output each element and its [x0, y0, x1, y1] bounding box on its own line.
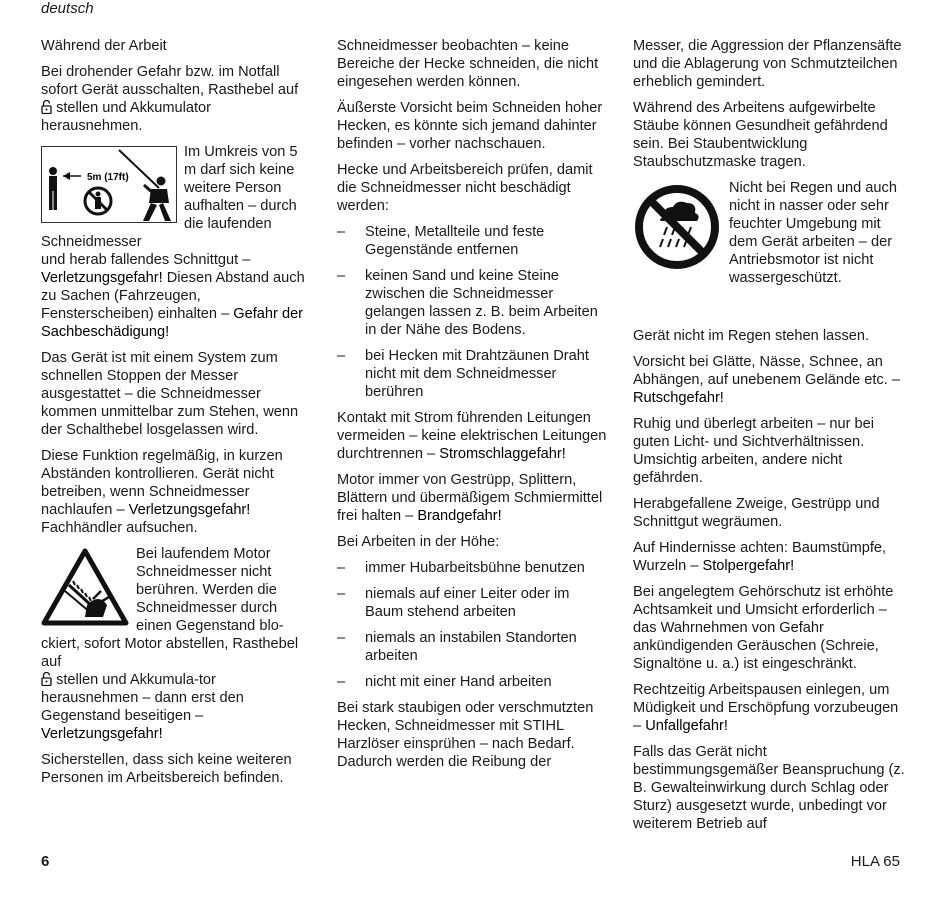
- paragraph-emergency: Bei drohender Gefahr bzw. im Notfall sofort Gerät ausschalten, Rasthebel auf stellen und Akkumulator herausnehmen.: [41, 64, 299, 134]
- column-1: [41, 37, 313, 795]
- paragraph-no-persons: Sicherstellen, dass sich keine weiteren Personen im Arbeitsbereich befinden.: [41, 752, 292, 786]
- dash-bullet: –: [337, 348, 346, 364]
- dash-bullet: –: [337, 586, 346, 602]
- dash-bullet: –: [337, 224, 346, 240]
- blade-figure-block: [41, 545, 313, 743]
- injury-warning: Verletzungsgefahr!: [41, 270, 163, 286]
- list-item: – niemals an instabilen Standorten arbeiten: [337, 630, 577, 664]
- paragraph-continued: Messer, die Aggression der Pflanzensäfte und die Ablagerung von Schmutzteilchen erheblich gemindert.: [633, 38, 902, 90]
- page-number: 6: [41, 853, 50, 870]
- blade-warning-text: Bei laufendem Motor Schneidmesser nicht berühren. Werden die Schneidmesser durch einen Gegenstand blo-ckiert, sofort Motor abstellen, Rasthebel auf stellen und Akkumula-tor herausnehmen – dann erst den Gegenstand beseitigen – Verletzungsgefahr!: [41, 546, 299, 742]
- dash-bullet: –: [337, 268, 346, 284]
- language-header: deutsch: [41, 0, 94, 17]
- model-name: HLA 65: [850, 853, 900, 870]
- paragraph-check-hedge: Hecke und Arbeitsbereich prüfen, damit die Schneidmesser nicht beschädigt werden:: [337, 162, 593, 214]
- paragraph-resin-solvent: Bei stark staubigen oder verschmutzten Hecken, Schneidmesser mit STIHL Harzlöser einsprühen – nach Bedarf. Dadurch werden die Reibung der: [337, 700, 594, 770]
- electric-shock-warning: Stromschlaggefahr!: [439, 446, 566, 462]
- column-3: [633, 37, 905, 841]
- paragraph-calm-work: Ruhig und überlegt arbeiten – nur bei guten Licht- und Sichtverhältnissen. Umsichtig arbeiten, andere nicht gefährden.: [633, 416, 874, 486]
- paragraph-breaks: Rechtzeitig Arbeitspausen einlegen, um Müdigkeit und Erschöpfung vorzubeugen – Unfallgefahr!: [633, 682, 899, 734]
- paragraph-stop-system: Das Gerät ist mit einem System zum schnellen Stoppen der Messer ausgestattet – die Schneidmesser kommen unmittelbar zum Stehen, wenn der Schalthebel losgelassen wird.: [41, 350, 299, 438]
- slip-warning: Rutschgefahr!: [633, 390, 724, 406]
- injury-warning: Verletzungsgefahr!: [41, 726, 163, 742]
- unlocked-padlock-icon: [41, 672, 52, 686]
- list-item: – bei Hecken mit Drahtzäunen Draht nicht mit dem Schneidmesser berühren: [337, 348, 589, 400]
- paragraph-hearing-protection: Bei angelegtem Gehörschutz ist erhöhte Achtsamkeit und Umsicht erforderlich – das Wahrnehmen von Gefahr ankündigenden Geräuschen (Schreie, Signaltöne u. a.) ist eingeschränkt.: [633, 584, 894, 672]
- dash-bullet: –: [337, 560, 346, 576]
- rain-figure-block: [633, 179, 905, 287]
- accident-warning: Unfallgefahr!: [645, 718, 728, 734]
- trip-warning: Stolpergefahr!: [702, 558, 795, 574]
- unlocked-padlock-icon: [41, 100, 52, 114]
- rain-warning-text: Nicht bei Regen und auch nicht in nasser oder sehr feuchter Umgebung mit dem Gerät arbeiten – der Antriebsmotor ist nicht wassergeschützt.: [729, 180, 897, 286]
- list-item: – niemals auf einer Leiter oder im Baum stehend arbeiten: [337, 586, 570, 620]
- section-heading: Während der Arbeit: [41, 38, 167, 54]
- list-item: – nicht mit einer Hand arbeiten: [337, 674, 552, 690]
- paragraph-falling-cuttings: und herab fallendes Schnittgut – Verletzungsgefahr! Diesen Abstand auch zu Sachen (Fahrzeugen, Fensterscheiben) einhalten – Gefahr der Sachbeschädigung!: [41, 252, 305, 340]
- distance-warning-text: Im Umkreis von 5 m darf sich keine weitere Person aufhalten – durch die laufenden Schneidmesser: [41, 144, 298, 250]
- fire-warning: Brandgefahr!: [417, 508, 502, 524]
- paragraph-slippery: Vorsicht bei Glätte, Nässe, Schnee, an Abhängen, auf unebenem Gelände etc. – Rutschgefahr!: [633, 354, 900, 406]
- paragraph-tall-hedges: Äußerste Vorsicht beim Schneiden hoher Hecken, es könnte sich jemand dahinter befinden – vorher nachschauen.: [337, 100, 603, 152]
- paragraph-rain-storage: Gerät nicht im Regen stehen lassen.: [633, 328, 870, 344]
- paragraph-power-lines: Kontakt mit Strom führenden Leitungen vermeiden – keine elektrischen Leitungen durchtrennen – Stromschlaggefahr!: [337, 410, 607, 462]
- injury-warning: Verletzungsgefahr!: [128, 502, 251, 518]
- paragraph-function-check: Diese Funktion regelmäßig, in kurzen Abständen kontrollieren. Gerät nicht betreiben, wenn Schneidmesser nachlaufen – Verletzungsgefahr! Fachhändler aufsuchen.: [41, 448, 283, 536]
- distance-figure-block: [41, 143, 313, 251]
- hand-injury-warning-triangle: [41, 547, 129, 627]
- distance-label: 5m (17ft): [87, 172, 129, 183]
- paragraph-dust: Während des Arbeitens aufgewirbelte Stäube können Gesundheit gefährdend sein. Bei Staubentwicklung Staubschutzmaske tragen.: [633, 100, 888, 170]
- list-item: – Steine, Metallteile und feste Gegenstände entfernen: [337, 224, 545, 258]
- paragraph-obstacles: Auf Hindernisse achten: Baumstümpfe, Wurzeln – Stolpergefahr!: [633, 540, 887, 574]
- paragraph-improper-use: Falls das Gerät nicht bestimmungsgemäßer Beanspruchung (z. B. Gewalteinwirkung durch Schlag oder Sturz) ausgesetzt wurde, unbedingt vor weiterem Betrieb auf: [633, 744, 905, 832]
- dash-bullet: –: [337, 674, 346, 690]
- damage-warning: Gefahr der Sachbeschädigung!: [41, 306, 304, 340]
- paragraph-height-work: Bei Arbeiten in der Höhe:: [337, 534, 500, 550]
- list-item: – immer Hubarbeitsbühne benutzen: [337, 560, 585, 576]
- paragraph-fire-risk: Motor immer von Gestrüpp, Splittern, Blättern und übermäßigem Schmiermittel frei halten – Brandgefahr!: [337, 472, 603, 524]
- column-2: [337, 37, 609, 779]
- paragraph-clear-debris: Herabgefallene Zweige, Gestrüpp und Schnittgut wegräumen.: [633, 496, 880, 530]
- paragraph-observe-blades: Schneidmesser beobachten – keine Bereiche der Hecke schneiden, die nicht eingesehen werden können.: [337, 38, 599, 90]
- no-rain-prohibition-icon: [633, 183, 721, 271]
- dash-bullet: –: [337, 630, 346, 646]
- safety-distance-pictogram: [41, 143, 177, 223]
- list-item: – keinen Sand und keine Steine zwischen die Schneidmesser gelangen lassen z. B. beim Arbeiten in der Nähe des Bodens.: [337, 268, 598, 338]
